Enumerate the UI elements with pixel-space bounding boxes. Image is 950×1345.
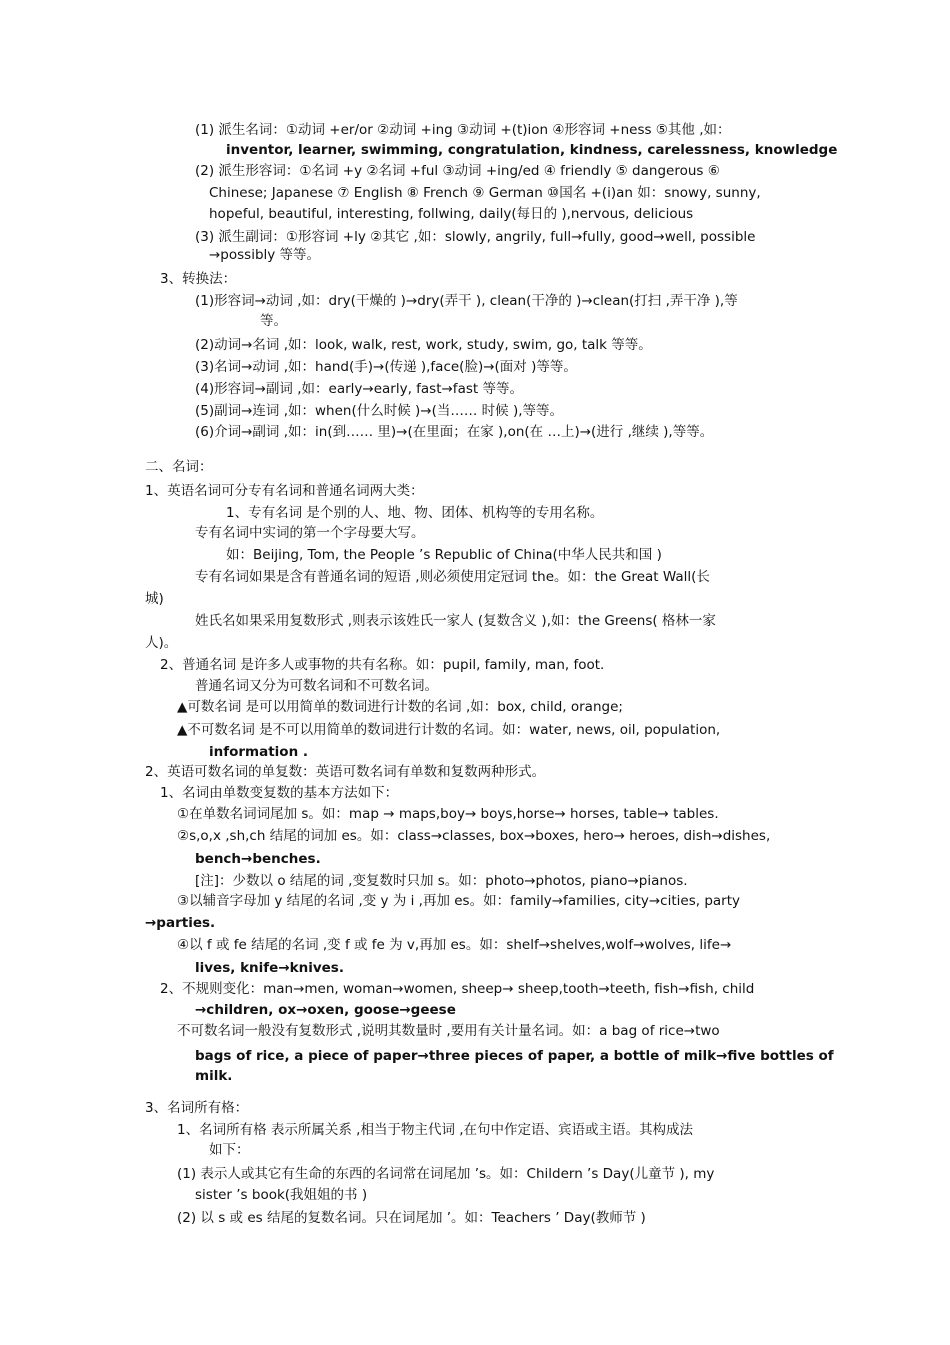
text-line: 不可数名词一般没有复数形式 ,说明其数量时 ,要用有关计量名词。如：a bag of rice→two [177,1023,720,1039]
text-line: (6)介词→副词 ,如：in(到…… 里)→(在里面；在家 ),on(在 …上)→(进行 ,继续 ),等等。 [195,424,714,440]
text-line: 专有名词如果是含有普通名词的短语 ,则必须使用定冠词 the。如：the Great Wall(长 [195,569,710,585]
text-line: (5)副词→连词 ,如：when(什么时候 )→(当…… 时候 ),等等。 [195,403,564,419]
text-line: 姓氏名如果采用复数形式 ,则表示该姓氏一家人 (复数含义 ),如：the Greens( 格林一家 [195,613,716,629]
text-line: →children, ox→oxen, goose→geese [195,1002,456,1018]
text-line: (2) 以 s 或 es 结尾的复数名词。只在词尾加 ’。如：Teachers ’ Day(教师节 ) [177,1210,646,1226]
text-line: (3) 派生副词：①形容词 +ly ②其它 ,如：slowly, angrily, full→fully, good→well, possible [195,229,756,245]
text-line: →possibly 等等。 [209,247,321,263]
text-line: (2) 派生形容词：①名词 +y ②名词 +ful ③动词 +ing/ed ④ friendly ⑤ dangerous ⑥ [195,163,720,179]
text-line: (1) 派生名词：①动词 +er/or ②动词 +ing ③动词 +(t)ion ④形容词 +ness ⑤其他 ,如： [195,122,731,138]
text-line: [注]：少数以 o 结尾的词 ,变复数时只加 s。如：photo→photos, piano→pianos. [195,873,688,889]
text-line: 城) [145,591,164,607]
text-line: →parties. [145,915,216,931]
section-heading: 1、英语名词可分专有名词和普通名词两大类： [145,483,424,499]
text-line: Chinese; Japanese ⑦ English ⑧ French ⑨ German ⑩国名 +(i)an 如：snowy, sunny, [209,185,761,201]
text-line: 2、不规则变化：man→men, woman→women, sheep→ sheep,tooth→teeth, fish→fish, child [160,981,755,997]
section-heading: 2、英语可数名词的单复数：英语可数名词有单数和复数两种形式。 [145,764,546,780]
text-line: 专有名词中实词的第一个字母要大写。 [195,525,425,541]
text-line: 1、名词由单数变复数的基本方法如下： [160,785,399,801]
text-line: sister ’s book(我姐姐的书 ) [195,1187,368,1203]
text-line: 1、专有名词 是个别的人、地、物、团体、机构等的专用名称。 [226,505,604,521]
text-line: ▲可数名词 是可以用简单的数词进行计数的名词 ,如：box, child, orange; [177,699,623,715]
section-heading: 二、名词： [145,459,213,475]
text-line: hopeful, beautiful, interesting, follwing, daily(每日的 ),nervous, delicious [209,206,694,222]
text-line: (3)名词→动词 ,如：hand(手)→(传递 ),face(脸)→(面对 )等等。 [195,359,577,375]
text-line: (2)动词→名词 ,如：look, walk, rest, work, study, swim, go, talk 等等。 [195,337,652,353]
text-line: bags of rice, a piece of paper→three pieces of paper, a bottle of milk→five bottles of [195,1048,834,1064]
text-line: ③以辅音字母加 y 结尾的名词 ,变 y 为 i ,再加 es。如：family→families, city→cities, party [177,893,740,909]
section-heading: 3、转换法： [160,271,237,287]
text-line: 如：Beijing, Tom, the People ’s Republic of China(中华人民共和国 ) [226,547,662,563]
text-line: 2、普通名词 是许多人或事物的共有名称。如：pupil, family, man, foot. [160,657,605,673]
text-line: ①在单数名词词尾加 s。如：map → maps,boy→ boys,horse→ horses, table→ tables. [177,806,719,822]
text-line: 1、名词所有格 表示所属关系 ,相当于物主代词 ,在句中作定语、宾语或主语。其构成法 [177,1122,694,1138]
text-line: ▲不可数名词 是不可以用简单的数词进行计数的名词。如：water, news, oil, population, [177,722,721,738]
text-line: information . [209,744,309,760]
text-line: 人)。 [145,635,178,651]
text-line: bench→benches. [195,851,321,867]
text-line: inventor, learner, swimming, congratulation, kindness, carelessness, knowledge [226,142,838,158]
text-line: ④以 f 或 fe 结尾的名词 ,变 f 或 fe 为 v,再加 es。如：shelf→shelves,wolf→wolves, life→ [177,937,732,953]
text-line: 等。 [260,313,287,329]
text-line: (4)形容词→副词 ,如：early→early, fast→fast 等等。 [195,381,523,397]
text-line: (1)形容词→动词 ,如：dry(干燥的 )→dry(弄干 ), clean(干净的 )→clean(打扫 ,弄干净 ),等 [195,293,738,309]
text-line: 普通名词又分为可数名词和不可数名词。 [195,678,438,694]
text-line: 如下： [209,1142,250,1158]
section-heading: 3、名词所有格： [145,1100,249,1116]
text-line: ②s,o,x ,sh,ch 结尾的词加 es。如：class→classes, box→boxes, hero→ heroes, dish→dishes, [177,828,771,844]
text-line: (1) 表示人或其它有生命的东西的名词常在词尾加 ’s。如：Childern ’s Day(儿童节 ), my [177,1166,715,1182]
text-line: milk. [195,1068,233,1084]
text-line: lives, knife→knives. [195,960,344,976]
